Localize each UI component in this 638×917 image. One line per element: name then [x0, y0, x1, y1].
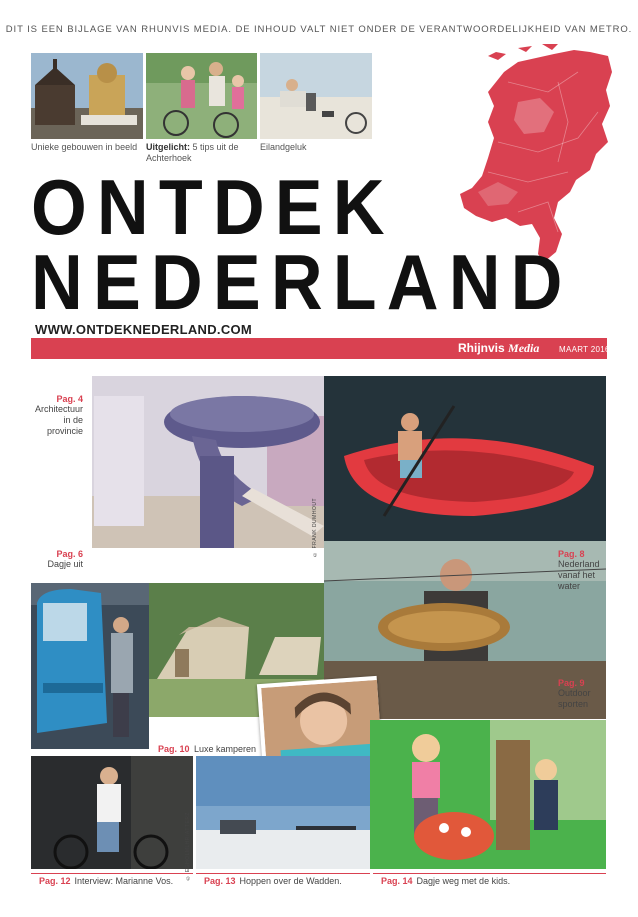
paddleboard-image[interactable]: [324, 376, 606, 541]
thumb-island-image[interactable]: [260, 53, 372, 139]
footer-item-p14[interactable]: [373, 873, 606, 888]
footer-p13-page: Pag. 13: [204, 876, 236, 886]
footer-item-p12[interactable]: [31, 873, 193, 888]
feature-p10[interactable]: [158, 739, 256, 757]
wadden-image[interactable]: [196, 756, 370, 869]
title-line-2: NEDERLAND: [31, 238, 573, 326]
feature-p9[interactable]: [558, 678, 608, 710]
footer-p14-page: Pag. 14: [381, 876, 413, 886]
feature-p10-page: Pag. 10: [158, 744, 190, 754]
footer-p13-label: Hoppen over de Wadden.: [239, 876, 342, 886]
website-link[interactable]: WWW.ONTDEKNEDERLAND.COM: [35, 322, 253, 337]
thumb-buildings-image[interactable]: [31, 53, 143, 139]
issue-date: MAART 2016: [559, 345, 610, 354]
feature-p9-label: Outdoor sporten: [558, 688, 591, 709]
photo-credit-1: © FRANK DUMHOUT: [312, 498, 318, 557]
food-truck-image[interactable]: [31, 583, 149, 749]
feature-p6-page: Pag. 6: [56, 549, 83, 559]
brand-name: Rhijnvis: [458, 341, 505, 355]
feature-p8[interactable]: [558, 549, 608, 592]
feature-p6[interactable]: [31, 549, 83, 570]
footer-item-p13[interactable]: [196, 873, 370, 888]
feature-p9-page: Pag. 9: [558, 678, 585, 688]
disclaimer: DIT IS EEN BIJLAGE VAN RHUNVIS MEDIA. DE INHOUD VALT NIET ONDER DE VERANTWOORDELIJKHEID VAN METRO.: [5, 24, 633, 35]
marianne-vos-image[interactable]: [31, 756, 193, 869]
feature-p6-label: Dagje uit: [47, 559, 83, 569]
feature-p10-label: Luxe kamperen: [193, 744, 257, 754]
thumb-caption-achterhoek-bold: Uitgelicht:: [146, 142, 190, 152]
feature-p4-page: Pag. 4: [56, 394, 83, 404]
thumb-caption-island: Eilandgeluk: [260, 142, 307, 152]
thumb-achterhoek-image[interactable]: [146, 53, 257, 139]
brand-logo: [458, 341, 539, 356]
thumb-caption-buildings: Unieke gebouwen in beeld: [31, 142, 138, 152]
footer-p14-label: Dagje weg met de kids.: [416, 876, 511, 886]
feature-p4[interactable]: [31, 394, 83, 437]
kids-play-image[interactable]: [370, 720, 606, 869]
thumb-caption-achterhoek-text: 5 tips uit de Achterhoek: [146, 142, 239, 163]
footer-p12-page: Pag. 12: [39, 876, 71, 886]
title-line-1: ONTDEK: [31, 163, 395, 251]
footer-p12-label: Interview: Marianne Vos.: [74, 876, 174, 886]
thumb-caption-achterhoek: [146, 142, 256, 164]
brand-italic: Media: [508, 341, 540, 355]
architecture-staircase-image[interactable]: [92, 376, 324, 548]
feature-p8-label: Nederland vanaf het water: [558, 559, 600, 591]
photo-credit-2: © EGHOLMLHR/ATTERZ: [185, 812, 191, 881]
feature-p4-label: Architectuur in de provincie: [34, 404, 83, 436]
feature-p8-page: Pag. 8: [558, 549, 585, 559]
